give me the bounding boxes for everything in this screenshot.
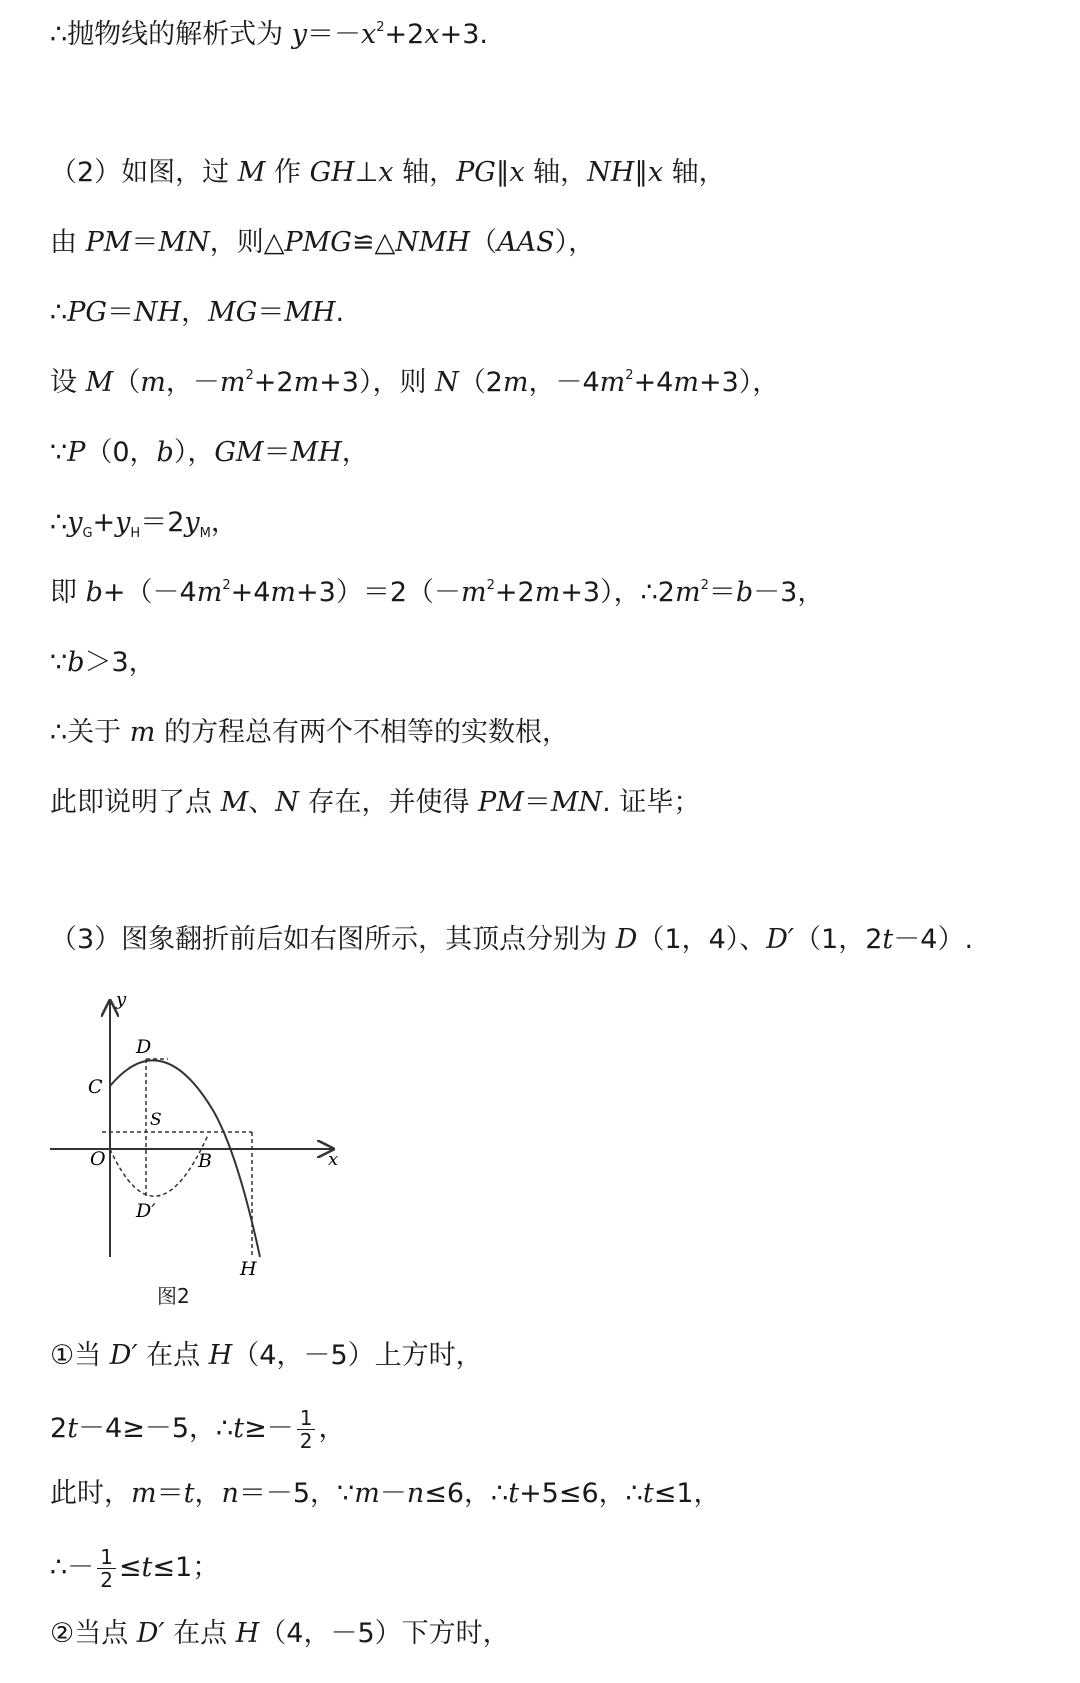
math-variable: t	[233, 1413, 245, 1444]
math-variable: n	[221, 1478, 239, 1509]
math-variable: t	[508, 1478, 520, 1509]
text-line-6: ∵P（0，b），GM＝MH，	[50, 437, 369, 468]
math-variable: t	[67, 1413, 79, 1444]
y-axis-label: y	[116, 989, 127, 1010]
math-variable: MG	[208, 297, 258, 328]
math-variable: H	[208, 1340, 233, 1371]
math-variable: D′	[109, 1340, 138, 1371]
math-variable: n	[406, 1478, 425, 1509]
math-variable: PG	[67, 297, 107, 328]
math-variable: M	[85, 367, 114, 398]
text-line-15: 此时，m＝t，n＝－5，∵m－n≤6，∴t+5≤6，∴t≤1，	[50, 1478, 721, 1509]
superscript: 2	[245, 368, 254, 383]
subscript: G	[82, 526, 93, 541]
math-variable: m	[293, 367, 320, 398]
text-line-9: ∵b＞3，	[50, 647, 156, 678]
parabola-figure	[48, 985, 348, 1285]
text-line-5: 设 M（m，$-m^2+2m+3$），则 N（2m，$-4m^2+4m+3$），	[50, 367, 780, 398]
math-variable: m	[129, 717, 156, 748]
superscript: 2	[700, 578, 709, 593]
label-h: H	[240, 1258, 257, 1280]
label-c: C	[88, 1076, 103, 1098]
math-variable: M	[220, 787, 249, 818]
math-variable: y	[115, 507, 131, 538]
math-variable: PG	[456, 157, 496, 188]
math-variable: m	[270, 577, 297, 608]
math-variable: m	[461, 577, 487, 608]
superscript: 2	[486, 578, 495, 593]
superscript: 2	[625, 368, 634, 383]
math-variable: b	[67, 647, 85, 678]
text-line-11: 此即说明了点 M、N 存在，并使得 PM＝MN. 证毕；	[50, 787, 701, 818]
math-variable: MH	[290, 437, 342, 468]
math-variable: x	[647, 157, 664, 188]
math-variable: P	[67, 437, 86, 468]
math-variable: GH	[309, 157, 355, 188]
math-variable: PMG	[284, 227, 352, 258]
math-variable: GM	[214, 437, 264, 468]
math-variable: b	[735, 577, 754, 608]
math-variable: t	[141, 1552, 153, 1583]
label-s: S	[150, 1110, 162, 1130]
math-variable: NH	[133, 297, 182, 328]
fraction-numerator: 1	[297, 1407, 316, 1430]
math-variable: t	[183, 1478, 195, 1509]
math-variable: y	[67, 507, 83, 538]
math-variable: y	[291, 19, 308, 50]
math-variable: H	[235, 1618, 260, 1649]
math-variable: b	[85, 577, 103, 608]
reflected-parabola-dashed	[110, 1135, 208, 1196]
math-variable: N	[275, 787, 299, 818]
math-variable: m	[196, 577, 223, 608]
math-variable: MH	[284, 297, 336, 328]
math-variable: D′	[136, 1618, 165, 1649]
math-variable: m	[131, 1478, 157, 1509]
text-line-2: （2）如图，过 M 作 GH⊥x 轴，PG∥x 轴，NH∥x 轴，	[50, 157, 726, 188]
fraction	[97, 1546, 116, 1591]
math-variable: x	[509, 157, 525, 188]
math-variable: b	[156, 437, 174, 468]
math-variable: m	[219, 367, 246, 398]
label-o: O	[90, 1148, 106, 1170]
math-variable: y	[184, 507, 200, 538]
math-variable: x	[361, 19, 377, 50]
label-b: B	[198, 1150, 212, 1172]
math-variable: t	[642, 1478, 654, 1509]
text-line-17: ②当点 D′ 在点 H（4，－5）下方时，	[50, 1618, 510, 1649]
math-variable: MN	[550, 787, 603, 818]
text-line-16: ∴－ $\frac{1}{2}$ ≤t≤1；	[50, 1545, 220, 1592]
math-variable: m	[534, 577, 561, 608]
text-line-1: ∴抛物线的解析式为 $y=-x^2+2x+3$.	[50, 19, 488, 50]
label-d: D	[136, 1036, 152, 1058]
subscript: M	[199, 526, 211, 541]
math-variable: PM	[85, 227, 132, 258]
label-d-prime: D′	[136, 1200, 156, 1222]
math-variable: NMH	[395, 227, 471, 258]
math-variable: m	[354, 1478, 380, 1509]
text-line-12: （3）图象翻折前后如右图所示，其顶点分别为 D（1，4）、D′（1，2t－4）.	[50, 924, 974, 955]
math-variable: M	[237, 157, 266, 188]
math-variable: x	[378, 157, 394, 188]
fraction-numerator: 1	[97, 1546, 116, 1569]
math-variable: m	[674, 577, 701, 608]
superscript: 2	[222, 578, 231, 593]
math-variable: m	[140, 367, 166, 398]
math-variable: D	[615, 924, 638, 955]
math-variable: m	[502, 367, 529, 398]
math-variable: m	[673, 367, 699, 398]
math-variable: PM	[478, 787, 524, 818]
fraction-denominator: 2	[100, 1568, 113, 1592]
subscript: H	[130, 526, 141, 541]
text-line-7: $\therefore y_G+y_H=2y_M$，	[50, 507, 238, 541]
fraction	[297, 1407, 316, 1452]
text-line-8: 即 $b+(-4m^2+4m+3)=2(-m^2+2m+3)$，$\therefore 2m^2=b-3$，	[50, 577, 825, 608]
text-line-3: 由 PM＝MN，则△PMG≌△NMH（AAS），	[50, 227, 596, 258]
math-variable: MN	[158, 227, 210, 258]
text-line-13: ①当 D′ 在点 H（4，－5）上方时，	[50, 1340, 483, 1371]
x-axis-label: x	[328, 1149, 339, 1170]
superscript: 2	[376, 20, 385, 35]
figure-caption: 图2	[157, 1284, 190, 1308]
math-variable: N	[435, 367, 459, 398]
math-variable: t	[882, 924, 894, 955]
fraction-denominator: 2	[299, 1429, 313, 1453]
text-line-14: 2t－4≥－5，∴t≥－ $\frac{1}{2}$ ，	[50, 1406, 346, 1453]
math-variable: x	[424, 19, 440, 50]
math-variable: D′	[766, 924, 795, 955]
math-variable: NH	[587, 157, 635, 188]
text-line-10: ∴关于 m 的方程总有两个不相等的实数根，	[50, 717, 569, 748]
math-variable: AAS	[497, 227, 555, 258]
text-line-4: ∴PG＝NH，MG＝MH.	[50, 297, 345, 328]
math-variable: m	[599, 367, 626, 398]
parabola-curve	[110, 1060, 260, 1257]
